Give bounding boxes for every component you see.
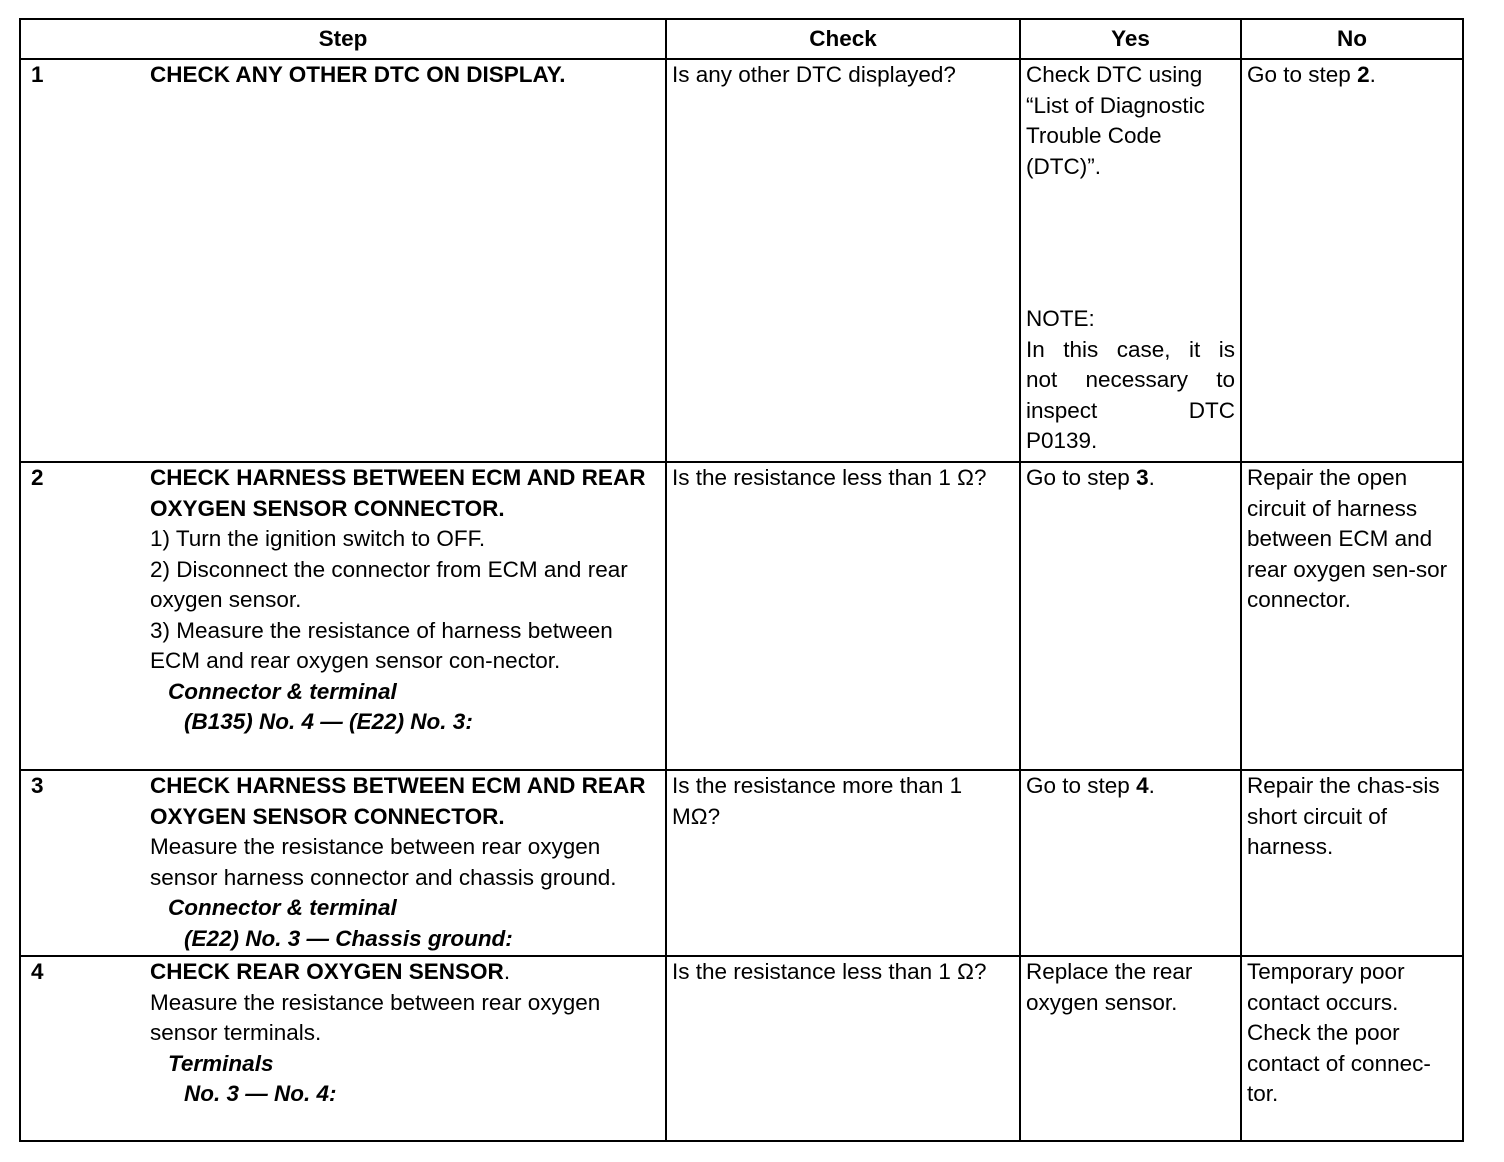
note-line: inspect DTC — [1026, 397, 1235, 423]
header-yes: Yes — [1020, 19, 1241, 59]
yes-text-end: . — [1148, 465, 1155, 490]
step-title-end: . — [503, 959, 511, 984]
procedure-item: 2) Disconnect the connector from ECM and rear oxygen sensor. — [150, 556, 628, 612]
yes-cell — [1020, 59, 1241, 462]
step-reference: 3 — [1136, 465, 1149, 490]
no-cell: Temporary poor contact occurs. Check the poor contact of connec-tor. — [1241, 956, 1463, 1141]
step-title: CHECK ANY OTHER DTC ON DISPLAY. — [150, 62, 566, 87]
procedure-item: 3) Measure the resistance of harness between ECM and rear oxygen sensor con-nector. — [150, 617, 613, 673]
step-reference: 2 — [1357, 62, 1370, 87]
step-title: CHECK HARNESS BETWEEN ECM AND REAR OXYGEN SENSOR CONNECTOR. — [150, 465, 646, 521]
no-cell: Repair the open circuit of harness between ECM and rear oxygen sen-sor connector. — [1241, 462, 1463, 770]
step-cell — [20, 59, 666, 462]
step-number: 4 — [31, 959, 44, 984]
check-cell: Is the resistance more than 1 MΩ? — [666, 770, 1020, 956]
table-row — [20, 462, 1463, 770]
no-cell: Repair the chas-sis short circuit of harness. — [1241, 770, 1463, 956]
header-no: No — [1241, 19, 1463, 59]
step-cell — [20, 956, 666, 1141]
spec-label: Terminals — [168, 1050, 274, 1076]
note-label: NOTE: — [1026, 306, 1095, 331]
diagnostic-table — [19, 18, 1464, 1142]
step-reference: 4 — [1136, 773, 1149, 798]
yes-cell: Replace the rear oxygen sensor. — [1020, 956, 1241, 1141]
step-cell — [20, 770, 666, 956]
table-row — [20, 956, 1463, 1141]
yes-cell — [1020, 462, 1241, 770]
spec-value: (B135) No. 4 — (E22) No. 3: — [184, 709, 473, 734]
spec-label: Connector & terminal — [168, 895, 397, 920]
yes-text: Go to step — [1026, 773, 1137, 798]
note-line: P0139. — [1026, 428, 1098, 453]
check-cell: Is any other DTC displayed? — [666, 59, 1020, 462]
no-text: Go to step — [1247, 62, 1358, 87]
step-number: 3 — [31, 773, 44, 798]
table-row — [20, 59, 1463, 462]
spec-value: No. 3 — No. 4: — [184, 1081, 337, 1106]
note-line: In this case, it is — [1026, 336, 1235, 362]
header-row — [20, 19, 1463, 59]
step-number: 1 — [31, 62, 44, 87]
header-step: Step — [20, 19, 666, 59]
step-number: 2 — [31, 465, 44, 490]
yes-text-end: . — [1148, 773, 1155, 798]
step-body: Measure the resistance between rear oxygen sensor harness connector and chassis ground. — [150, 834, 617, 890]
header-check: Check — [666, 19, 1020, 59]
check-cell: Is the resistance less than 1 Ω? — [666, 462, 1020, 770]
no-text-end: . — [1369, 62, 1376, 87]
yes-cell — [1020, 770, 1241, 956]
yes-text: Go to step — [1026, 465, 1137, 490]
spec-label: Connector & terminal — [168, 678, 397, 704]
step-title: CHECK REAR OXYGEN SENSOR — [150, 959, 504, 984]
spec-value: (E22) No. 3 — Chassis ground: — [184, 925, 513, 951]
yes-text: Check DTC using “List of Diagnostic Trouble Code (DTC)”. — [1026, 62, 1205, 179]
procedure-item: 1) Turn the ignition switch to OFF. — [150, 526, 486, 551]
step-body: Measure the resistance between rear oxygen sensor terminals. — [150, 989, 601, 1045]
step-title: CHECK HARNESS BETWEEN ECM AND REAR OXYGEN SENSOR CONNECTOR. — [150, 773, 646, 829]
no-cell — [1241, 59, 1463, 462]
check-cell: Is the resistance less than 1 Ω? — [666, 956, 1020, 1141]
table-row — [20, 770, 1463, 956]
note-line: not necessary to — [1026, 367, 1235, 392]
step-cell — [20, 462, 666, 770]
